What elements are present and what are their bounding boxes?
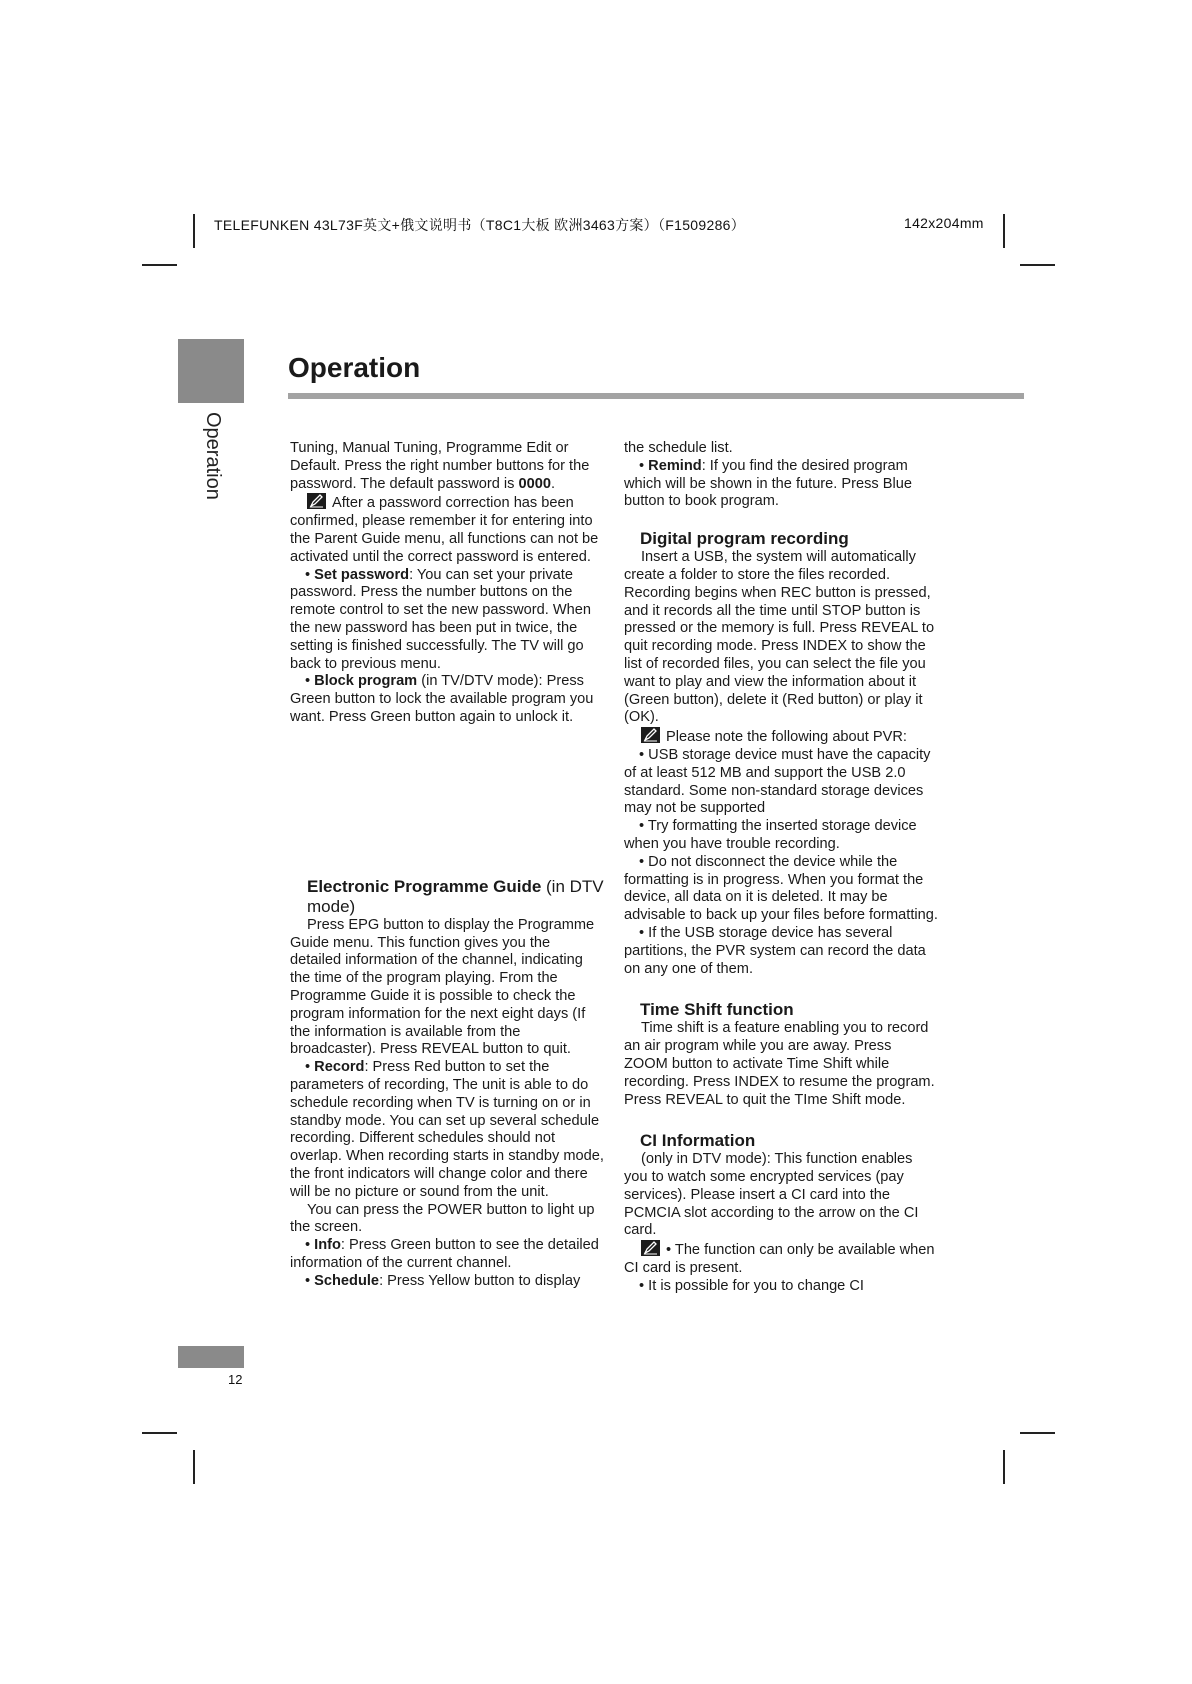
pvr-bullet-2: • Try formatting the inserted storage device when you have trouble recording. — [624, 818, 917, 852]
header-page-size: 142x204mm — [904, 215, 984, 231]
info-item: • Info: Press Green button to see the detailed information of the current channel. — [290, 1237, 599, 1271]
page-number: 12 — [228, 1372, 243, 1387]
crop-mark-top-right-horizontal — [1020, 264, 1055, 266]
crop-mark-bottom-left-horizontal — [142, 1432, 177, 1434]
side-tab-block — [178, 339, 244, 403]
schedule-continuation: the schedule list. — [624, 440, 733, 456]
schedule-item: • Schedule: Press Yellow button to display — [305, 1272, 581, 1289]
note-pencil-icon — [307, 493, 326, 509]
time-shift-paragraph: Time shift is a feature enabling you to record an air program while you are away. Press ZOOM button to activate Time Shift while recording. Press INDEX to resume the program. Press REVEAL to quit the TIme Shift mode. — [624, 1020, 935, 1108]
left-column — [290, 440, 605, 1290]
remind-item: • Remind: If you find the desired program which will be shown in the future. Press Blue button to book program. — [624, 457, 912, 510]
ci-paragraph: (only in DTV mode): This function enables you to watch some encrypted services (pay services). Please insert a CI card into the PCMCIA slot according to the arrow on the CI card. — [624, 1151, 919, 1239]
record-item: • Record: Press Red button to set the parameters of recording, The unit is able to do schedule recording when TV is turning on or in standby mode. You can set up several schedule recording. Different schedules should not overlap. When recording starts in standby mode, the front indicators will change color and there will be no picture or sound from the unit. — [290, 1059, 604, 1200]
crop-mark-bottom-right-vertical — [1003, 1450, 1005, 1484]
ci-bullet-2: • It is possible for you to change CI — [639, 1277, 864, 1294]
page-number-block — [178, 1346, 244, 1368]
epg-paragraph: Press EPG button to display the Programme Guide menu. This function gives you the detailed information of the channel, indicating the time of the program playing. From the Programme Guide it is possible to check the program information for the next eight days (If the information is available from the broadcaster). Press REVEAL button to quit. — [290, 916, 595, 1058]
block-program-item: • Block program (in TV/DTV mode): Press Green button to lock the available program you want. Press Green button again to unlock it. — [290, 673, 594, 725]
note-pencil-icon — [641, 1240, 660, 1256]
pvr-paragraph: Insert a USB, the system will automatically create a folder to store the files recorded. Recording begins when REC button is pressed, and it records all the time until STOP button is pressed or the memory is full. Press REVEAL to quit recording mode. Press INDEX to show the list of recorded files, you can select the file you want to play and view the information about it (Green button), delete it (Red button) or play it (OK). — [624, 549, 935, 726]
password-paragraph: Tuning, Manual Tuning, Programme Edit or Default. Press the right number buttons for the password. The default password is 0000. — [290, 440, 590, 492]
epg-heading: Electronic Programme Guide (in DTV mode) — [307, 876, 604, 916]
right-column — [624, 440, 939, 1296]
set-password-item: • Set password: You can set your private password. Press the number buttons on the remote control to set the new password. When the new password has been put in twice, the setting is finished successfully. The TV will go back to previous menu. — [290, 566, 591, 672]
ci-note: • The function can only be available when CI card is present. — [624, 1242, 935, 1277]
side-tab-label: Operation — [202, 412, 224, 500]
pvr-bullet-1: • USB storage device must have the capacity of at least 512 MB and support the USB 2.0 standard. Some non-standard storage devices may not be supported — [624, 746, 931, 817]
password-note: After a password correction has been confirmed, please remember it for entering into the Parent Guide menu, all functions can not be activated until the correct password is entered. — [290, 495, 599, 565]
crop-mark-bottom-left-vertical — [193, 1450, 195, 1484]
note-pencil-icon — [641, 727, 660, 743]
pvr-note: Please note the following about PVR: — [624, 727, 939, 747]
crop-mark-top-left-vertical — [193, 214, 195, 248]
pvr-bullet-4: • If the USB storage device has several partitions, the PVR system can record the data on any one of them. — [624, 924, 926, 977]
title-rule — [288, 393, 1024, 399]
crop-mark-top-right-vertical — [1003, 214, 1005, 248]
pvr-bullet-3: • Do not disconnect the device while the formatting is in progress. When you format the device, all data on it is deleted. It may be advisable to back up your files before formatting. — [624, 853, 938, 924]
pvr-heading: Digital program recording — [640, 529, 849, 549]
time-shift-heading: Time Shift function — [640, 1000, 794, 1020]
crop-mark-top-left-horizontal — [142, 264, 177, 266]
header-document-info: TELEFUNKEN 43L73F英文+俄文说明书（T8C1大板 欧洲3463方案）（F1509286） — [214, 217, 746, 233]
page-title: Operation — [288, 352, 421, 383]
power-paragraph: You can press the POWER button to light up the screen. — [290, 1201, 595, 1236]
ci-heading: CI Information — [640, 1131, 756, 1151]
crop-mark-bottom-right-horizontal — [1020, 1432, 1055, 1434]
